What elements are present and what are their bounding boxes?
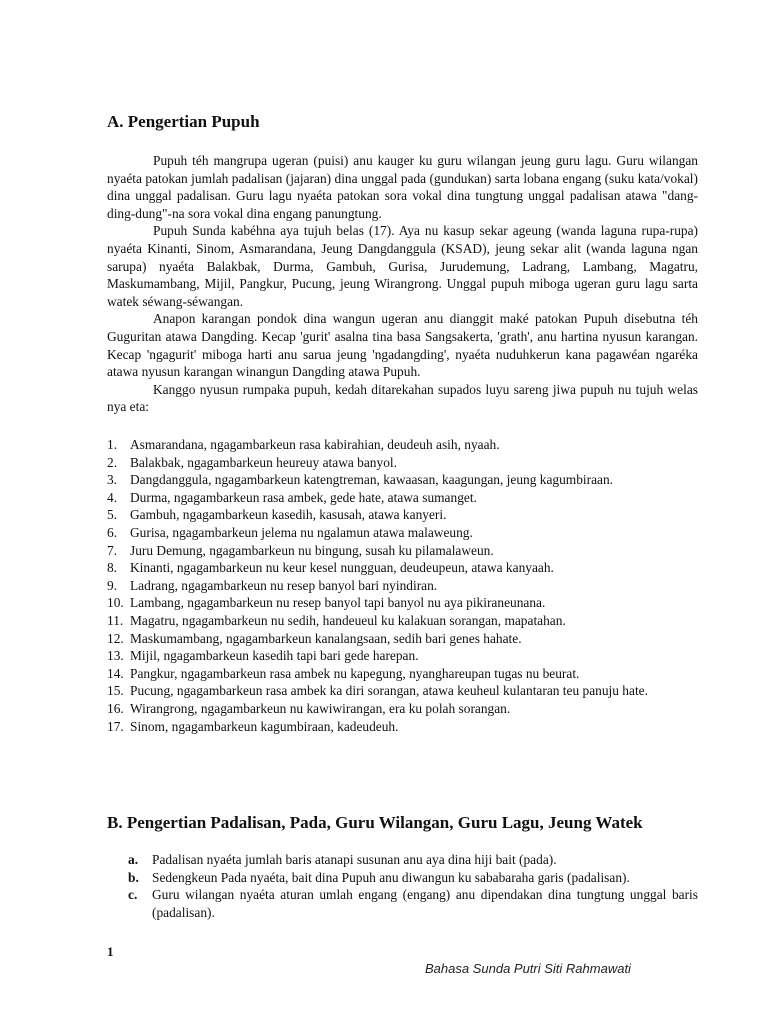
page-number: 1	[107, 944, 114, 959]
list-item	[107, 665, 698, 683]
list-number: 15.	[107, 683, 124, 699]
list-item	[107, 630, 698, 648]
paragraph: Pupuh téh mangrupa ugeran (puisi) anu kauger ku guru wilangan jeung guru lagu. Guru wilangan nyaéta patokan jumlah padalisan (jajaran) dina unggal pada (gundukan) sarta lobana engang (suku kata/vokal) dina unggal padalisan. Guru lagu nyaéta patokan sora vokal dina tungtung unggal padalisan atawa "dang-ding-dung"-na sora vokal dina engang panungtung.	[107, 153, 698, 221]
footer-author: Bahasa Sunda Putri Siti Rahmawati	[425, 961, 631, 976]
list-number: 8.	[107, 560, 118, 576]
list-number: 4.	[107, 489, 118, 505]
list-item	[107, 489, 698, 507]
list-text: Gurisa, ngagambarkeun jelema nu ngalamun atawa malaweung.	[130, 524, 473, 540]
list-item	[128, 869, 698, 887]
list-number: 10.	[107, 595, 124, 611]
paragraph: Kanggo nyusun rumpaka pupuh, kedah ditarekahan supados luyu sareng jiwa pupuh nu tujuh welas nya eta:	[107, 381, 698, 415]
list-letter: b.	[128, 869, 139, 885]
list-number: 9.	[107, 577, 118, 593]
list-item	[107, 700, 698, 718]
section-a-body	[107, 152, 698, 416]
list-item	[107, 594, 698, 612]
list-text: Pucung, ngagambarkeun rasa ambek ka diri sorangan, atawa keuheul kulantaran teu panuju hate.	[130, 683, 648, 699]
section-b-heading: B. Pengertian Padalisan, Pada, Guru Wilangan, Guru Lagu, Jeung Watek	[107, 813, 643, 832]
list-number: 11.	[107, 612, 124, 628]
list-text: Maskumambang, ngagambarkeun kanalangsaan, sedih bari genes hahate.	[130, 630, 522, 646]
list-text: Kinanti, ngagambarkeun nu keur kesel nungguan, deudeupeun, atawa kanyaah.	[130, 560, 554, 576]
pupuh-list	[107, 436, 698, 735]
list-text: Gambuh, ngagambarkeun kasedih, kasusah, atawa kanyeri.	[130, 507, 447, 523]
list-number: 3.	[107, 472, 118, 488]
list-text: Sedengkeun Pada nyaéta, bait dina Pupuh anu diwangun ku sababaraha garis (padalisan).	[152, 869, 630, 885]
list-letter: c.	[128, 887, 138, 903]
list-number: 17.	[107, 718, 124, 734]
definition-list	[128, 851, 698, 921]
list-item	[107, 647, 698, 665]
list-text: Asmarandana, ngagambarkeun rasa kabirahian, deudeuh asih, nyaah.	[130, 437, 500, 452]
list-letter: a.	[128, 852, 139, 867]
list-item	[107, 612, 698, 630]
list-item	[107, 542, 698, 560]
list-item	[107, 682, 698, 700]
list-text: Wirangrong, ngagambarkeun nu kawiwirangan, era ku polah sorangan.	[130, 700, 511, 716]
list-number: 16.	[107, 700, 124, 716]
list-item	[107, 559, 698, 577]
list-text: Sinom, ngagambarkeun kagumbiraan, kadeudeuh.	[130, 718, 399, 734]
list-text: Durma, ngagambarkeun rasa ambek, gede hate, atawa sumanget.	[130, 489, 477, 505]
list-text: Padalisan nyaéta jumlah baris atanapi susunan anu aya dina hiji bait (pada).	[152, 852, 557, 867]
list-item	[107, 577, 698, 595]
list-item	[128, 886, 698, 921]
list-text: Ladrang, ngagambarkeun nu resep banyol bari nyindiran.	[130, 577, 438, 593]
list-item	[128, 851, 698, 869]
list-item	[107, 471, 698, 489]
paragraph: Anapon karangan pondok dina wangun ugeran anu dianggit maké patokan Pupuh disebutna téh Guguritan atawa Dangding. Kecap 'gurit' asalna tina basa Sangsakerta, 'grath', anu hartina nyusun karangan. Kecap 'ngagurit' miboga harti anu sarua jeung 'ngadangding', nyaéta nuduhkerun kana pagawéan ngaréka atawa nyusun karangan winangun Dangding atawa Pupuh.	[107, 311, 698, 380]
list-text: Guru wilangan nyaéta aturan umlah engang (engang) anu dipendakan dina tungtung unggal baris (padalisan).	[152, 887, 698, 920]
list-number: 7.	[107, 542, 118, 558]
list-text: Lambang, ngagambarkeun nu resep banyol tapi banyol nu aya pikiraneunana.	[130, 595, 546, 611]
list-number: 12.	[107, 630, 124, 646]
list-number: 14.	[107, 665, 124, 681]
list-item	[107, 718, 698, 736]
list-text: Juru Demung, ngagambarkeun nu bingung, susah ku pilamalaweun.	[130, 542, 494, 558]
paragraph: Pupuh Sunda kabéhna aya tujuh belas (17). Aya nu kasup sekar ageung (wanda laguna rupa-rupa) nyaéta Kinanti, Sinom, Asmarandana, Jeung Dangdanggula (KSAD), jeung sekar alit (wanda laguna ngan sarupa) nyaéta Balakbak, Durma, Gambuh, Gurisa, Jurudemung, Ladrang, Lambang, Magatru, Maskumambang, Mijil, Pangkur, Pucung, jeung Wirangrong. Unggal pupuh miboga ugeran guru lagu sarta watek séwang-séwangan.	[107, 223, 698, 309]
list-number: 5.	[107, 507, 118, 523]
list-text: Balakbak, ngagambarkeun heureuy atawa banyol.	[130, 454, 397, 470]
list-item	[107, 436, 698, 454]
list-text: Dangdanggula, ngagambarkeun katengtreman, kawaasan, kaagungan, jeung kagumbiraan.	[130, 472, 613, 488]
list-item	[107, 506, 698, 524]
list-text: Magatru, ngagambarkeun nu sedih, handeueul ku kalakuan sorangan, mapatahan.	[130, 612, 566, 628]
list-number: 6.	[107, 524, 118, 540]
section-a-heading: A. Pengertian Pupuh	[107, 112, 260, 131]
list-text: Pangkur, ngagambarkeun rasa ambek nu kapegung, nyanghareupan tugas nu beurat.	[130, 665, 580, 681]
list-item	[107, 454, 698, 472]
list-item	[107, 524, 698, 542]
list-number: 1.	[107, 437, 118, 452]
list-number: 13.	[107, 648, 124, 664]
list-text: Mijil, ngagambarkeun kasedih tapi bari gede harepan.	[130, 648, 419, 664]
list-number: 2.	[107, 454, 118, 470]
